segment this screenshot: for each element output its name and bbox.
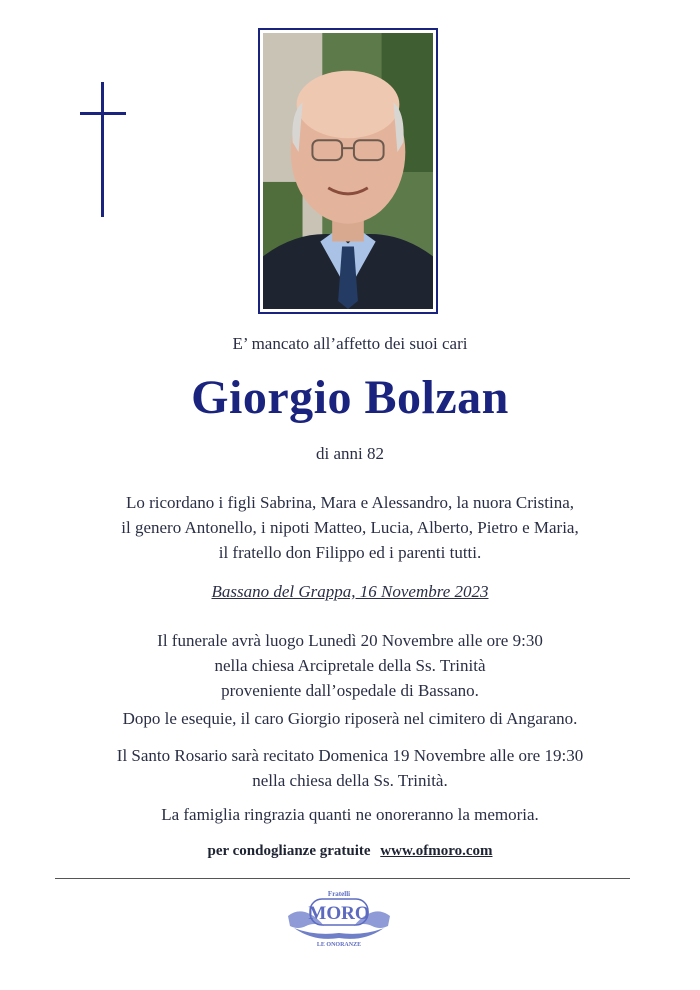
funeral-paragraph [0,628,700,703]
portrait-photo [258,28,438,314]
funeral-line: nella chiesa Arcipretale della Ss. Trinità [214,656,486,675]
rosary-line: Il Santo Rosario sarà recitato Domenica 19 Novembre alle ore 19:30 [116,746,584,765]
rosary-line: nella chiesa della Ss. Trinità. [252,771,448,790]
family-line: Lo ricordano i figli Sabrina, Mara e Alessandro, la nuora Cristina, [125,493,575,512]
family-line: il fratello don Filippo ed i parenti tutti. [218,543,482,562]
family-line: il genero Antonello, i nipoti Matteo, Lucia, Alberto, Pietro e Maria, [121,518,579,537]
portrait-image [263,33,433,309]
logo-top-text: Fratelli [327,890,351,898]
funeral-line: Il funerale avrà luogo Lunedì 20 Novembre alle ore 9:30 [157,631,543,650]
thanks-text: La famiglia ringrazia quanti ne onoreranno la memoria. [161,805,539,824]
deceased-name: Giorgio Bolzan [191,371,509,424]
family-paragraph [0,490,700,565]
age-text: di anni 82 [316,444,384,463]
cross-horizontal [80,112,126,115]
condolence-line [0,843,700,860]
logo-main-text: MORO [308,903,370,924]
burial-text: Dopo le esequie, il caro Giorgio riposerà nel cimitero di Angarano. [122,709,578,728]
cross-vertical [101,82,104,217]
website-link[interactable]: www.ofmoro.com [380,843,493,859]
intro-text: E’ mancato all’affetto dei suoi cari [232,334,468,353]
place-date: Bassano del Grappa, 16 Novembre 2023 [211,582,489,601]
funeral-line: proveniente dall’ospedale di Bassano. [221,681,479,700]
moro-logo [284,886,394,948]
rosary-paragraph [0,743,700,793]
condolence-label: per condoglianze gratuite [207,843,371,859]
logo-bottom-text: LE ONORANZE [316,942,362,948]
cross-icon [80,82,126,217]
divider [55,878,630,879]
